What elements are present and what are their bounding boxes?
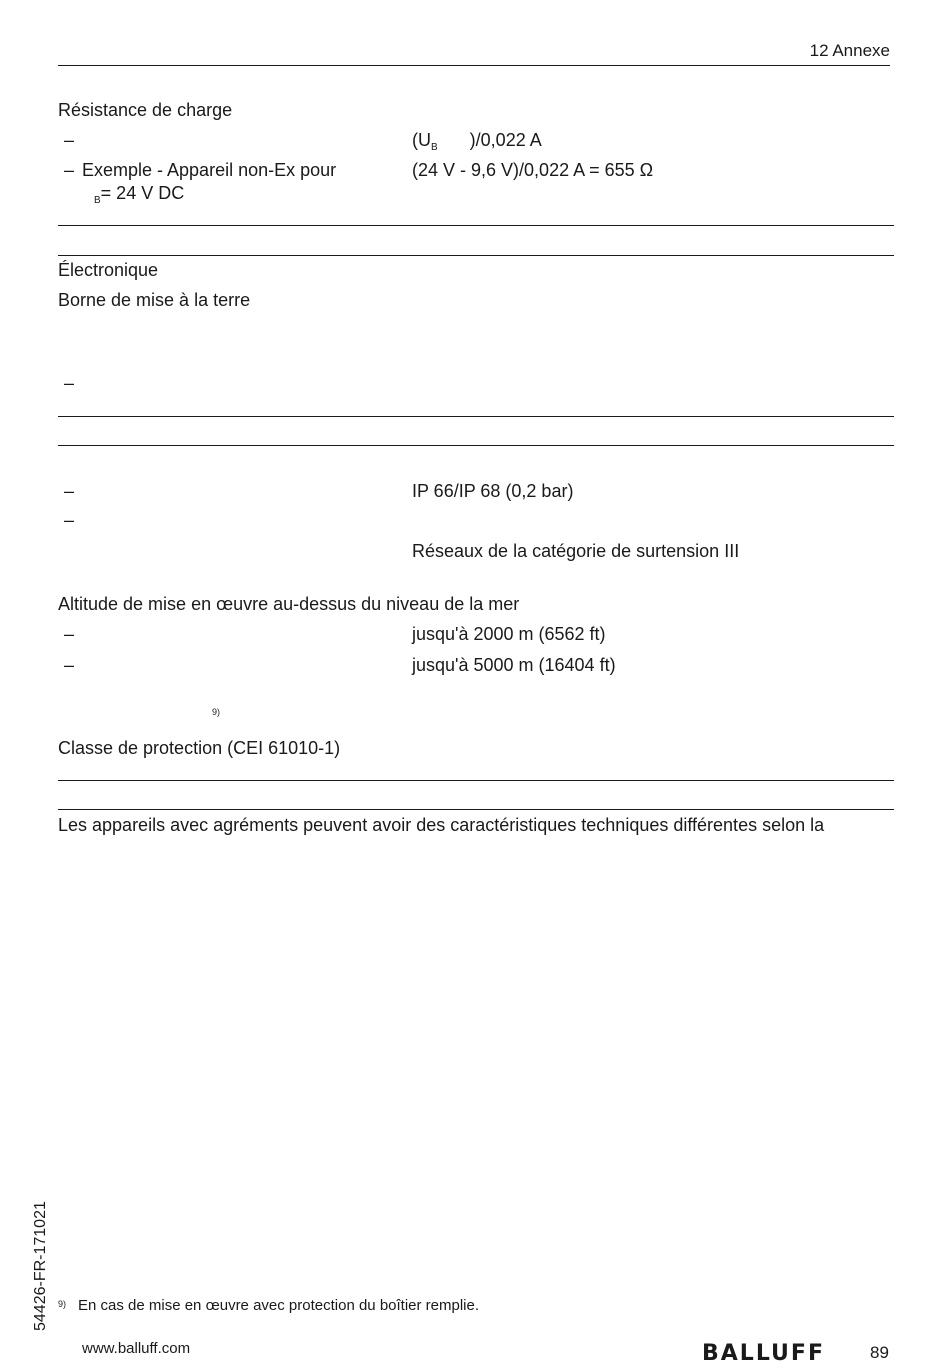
formula-suffix: )/0,022 A xyxy=(469,130,542,150)
footnote-marker: 9) xyxy=(58,1299,67,1309)
formula-prefix: (U xyxy=(412,130,431,150)
approvals-note: Les appareils avec agréments peuvent avoir des caractéristiques techniques différentes selon la xyxy=(58,815,825,835)
document-number: 54426-FR-171021 xyxy=(32,1201,49,1331)
grounding-terminal-label: Borne de mise à la terre xyxy=(58,290,251,310)
electronics-heading: Électronique xyxy=(58,260,159,280)
footnote-text: En cas de mise en œuvre avec protection du boîtier remplie. xyxy=(78,1297,480,1314)
altitude-heading: Altitude de mise en œuvre au-dessus du niveau de la mer xyxy=(58,594,520,614)
section-divider xyxy=(58,225,894,226)
protection-row1-dash: – xyxy=(64,481,75,501)
label-subscript: B xyxy=(94,195,101,206)
load-resistance-row1-value xyxy=(412,130,542,153)
protection-row2-dash: – xyxy=(64,510,75,530)
protection-class-label: Classe de protection (CEI 61010-1) xyxy=(58,738,341,758)
protection-rating-value: IP 66/IP 68 (0,2 bar) xyxy=(412,481,574,501)
load-resistance-row1-dash: – xyxy=(64,130,75,150)
section-divider xyxy=(58,445,894,446)
footnote-reference: 9) xyxy=(212,707,221,717)
load-resistance-row2-label: Exemple - Appareil non-Ex pour xyxy=(82,160,337,180)
chapter-title: 12 Annexe xyxy=(809,41,890,60)
altitude-row2-value: jusqu'à 5000 m (16404 ft) xyxy=(412,655,616,675)
section-divider xyxy=(58,809,894,810)
formula-subscript: B xyxy=(431,142,438,153)
load-resistance-row2-label-cont xyxy=(94,183,185,206)
section-divider xyxy=(58,780,894,781)
section-divider xyxy=(58,255,894,256)
label-continuation: = 24 V DC xyxy=(100,183,185,203)
load-resistance-row2-value: (24 V - 9,6 V)/0,022 A = 655 Ω xyxy=(412,160,654,180)
page-number: 89 xyxy=(870,1343,889,1362)
balluff-logo: BALLUFF xyxy=(702,1341,825,1366)
altitude-row1-dash: – xyxy=(64,624,75,644)
overvoltage-category-value: Réseaux de la catégorie de surtension III xyxy=(412,541,740,561)
website-link[interactable]: www.balluff.com xyxy=(82,1340,191,1357)
altitude-row2-dash: – xyxy=(64,655,75,675)
load-resistance-heading: Résistance de charge xyxy=(58,100,233,120)
load-resistance-row2-dash: – xyxy=(64,160,75,180)
section-divider xyxy=(58,416,894,417)
altitude-row1-value: jusqu'à 2000 m (6562 ft) xyxy=(412,624,606,644)
header-divider xyxy=(58,65,890,66)
electronics-dash: – xyxy=(64,373,75,393)
